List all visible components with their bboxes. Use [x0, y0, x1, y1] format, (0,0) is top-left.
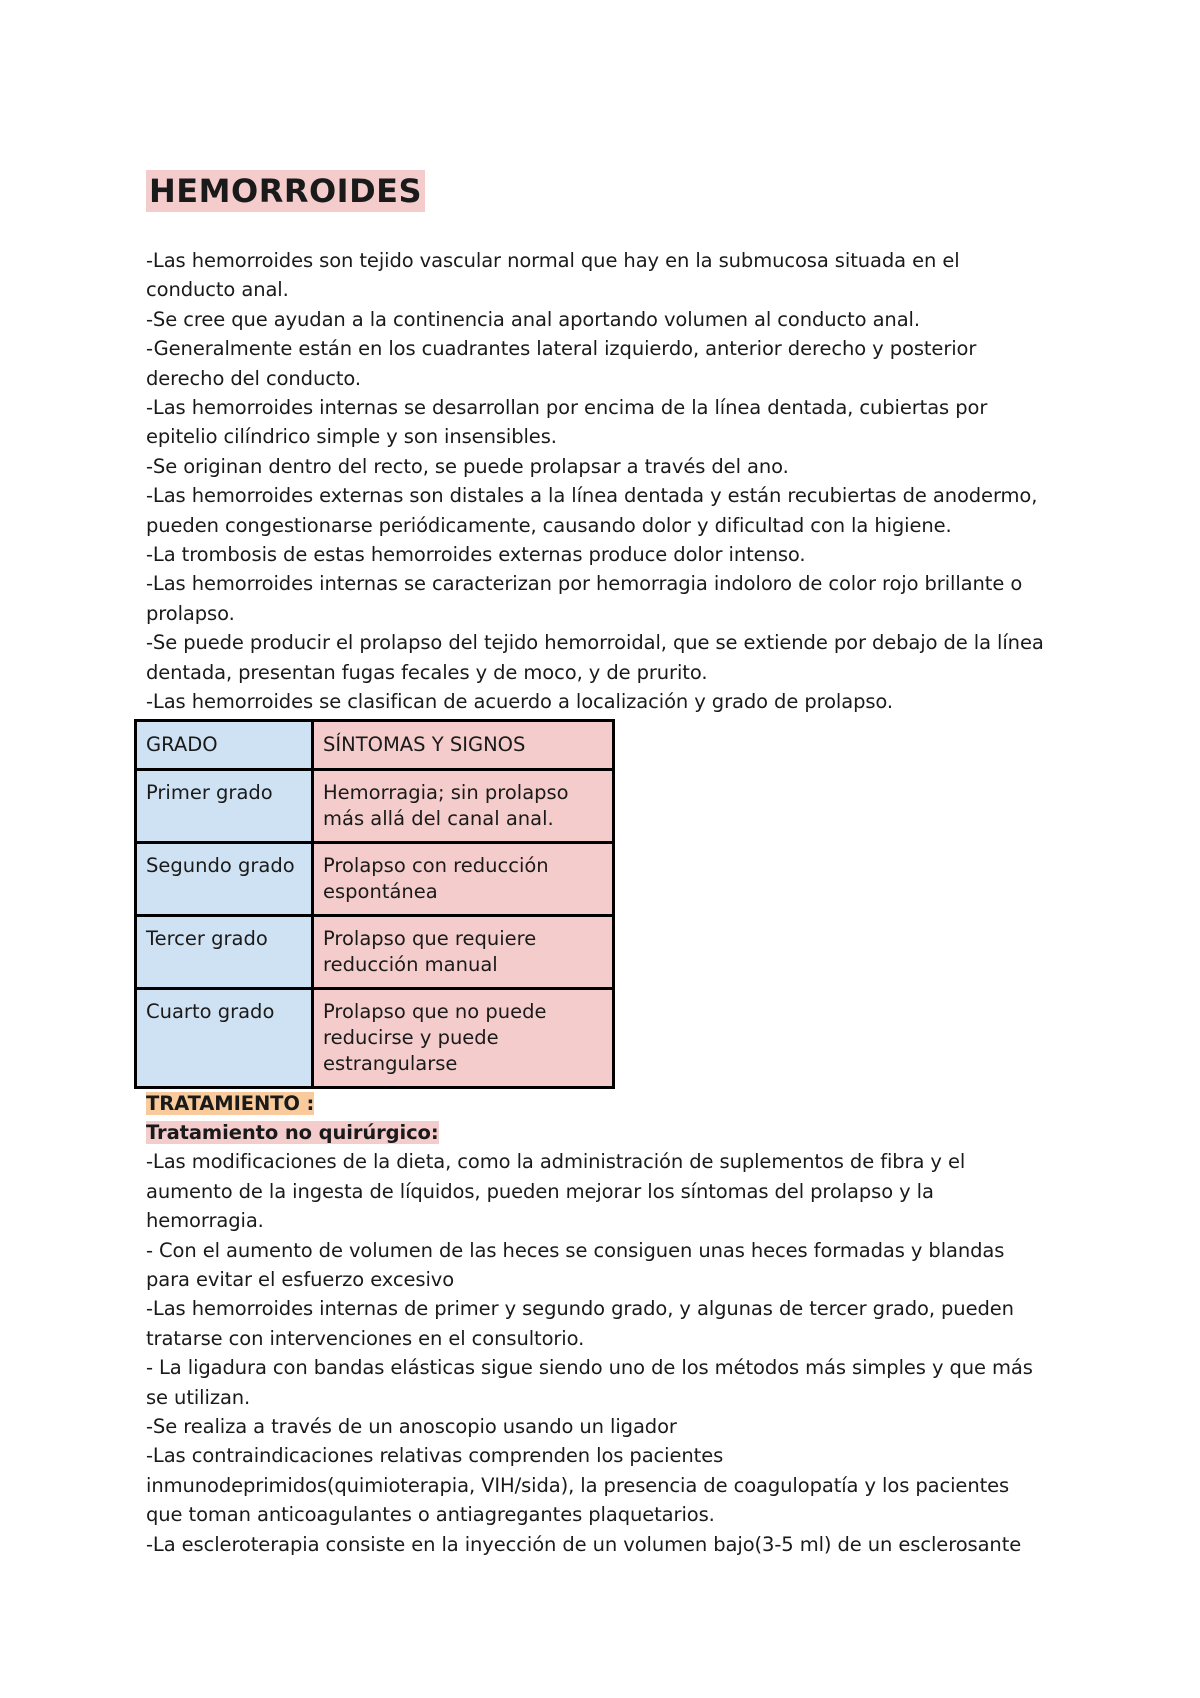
intro-line: conducto anal. [146, 278, 289, 302]
intro-line: epitelio cilíndrico simple y son insensibles. [146, 425, 557, 449]
sintomas-cell: Prolapso que no puede reducirse y puede estrangularse [313, 988, 614, 1087]
grado-cell: Cuarto grado [136, 988, 313, 1087]
treatment-line: para evitar el esfuerzo excesivo [146, 1267, 455, 1291]
treatment-line: - Con el aumento de volumen de las heces se consiguen unas heces formadas y blandas [146, 1238, 1005, 1262]
tratamiento-heading: TRATAMIENTO : [146, 1091, 315, 1115]
table-row [136, 769, 614, 842]
treatment-line: -Las hemorroides internas de primer y segundo grado, y algunas de tercer grado, pueden [146, 1297, 1014, 1321]
treatment-line: tratarse con intervenciones en el consultorio. [146, 1326, 585, 1350]
table-header-row [136, 720, 614, 769]
intro-line: -Las hemorroides externas son distales a la línea dentada y están recubiertas de anodermo, [146, 484, 1038, 508]
tratamiento-heading-line [146, 1089, 1076, 1118]
header-sintomas: SÍNTOMAS Y SIGNOS [313, 720, 614, 769]
grado-cell: Tercer grado [136, 915, 313, 988]
treatment-line: que toman anticoagulantes o antiagregantes plaquetarios. [146, 1503, 715, 1527]
treatment-line: - La ligadura con bandas elásticas sigue siendo uno de los métodos más simples y que más [146, 1356, 1033, 1380]
sintomas-cell: Hemorragia; sin prolapso más allá del canal anal. [313, 769, 614, 842]
no-quirurgico-heading-line [146, 1118, 1076, 1147]
treatment-line: -Se realiza a través de un anoscopio usando un ligador [146, 1414, 677, 1438]
table-row [136, 915, 614, 988]
grades-table [134, 719, 615, 1089]
sintomas-cell: Prolapso que requiere reducción manual [313, 915, 614, 988]
treatment-line: -La escleroterapia consiste en la inyección de un volumen bajo(3-5 ml) de un esclerosante [146, 1532, 1022, 1556]
intro-section [146, 246, 1076, 717]
intro-line: -Generalmente están en los cuadrantes lateral izquierdo, anterior derecho y posterior [146, 337, 977, 361]
document-content [146, 170, 1076, 1559]
intro-line: -Las hemorroides se clasifican de acuerdo a localización y grado de prolapso. [146, 690, 894, 714]
sintomas-cell: Prolapso con reducción espontánea [313, 842, 614, 915]
intro-line: -Las hemorroides son tejido vascular normal que hay en la submucosa situada en el [146, 249, 960, 272]
treatment-line: -Las modificaciones de la dieta, como la administración de suplementos de fibra y el [146, 1150, 966, 1174]
treatment-line: inmunodeprimidos(quimioterapia, VIH/sida), la presencia de coagulopatía y los pacientes [146, 1473, 1010, 1497]
page-title: HEMORROIDES [146, 170, 425, 212]
header-grado: GRADO [136, 720, 313, 769]
grado-cell: Segundo grado [136, 842, 313, 915]
intro-line: -Se puede producir el prolapso del tejido hemorroidal, que se extiende por debajo de la línea [146, 631, 1044, 655]
grado-cell: Primer grado [136, 769, 313, 842]
intro-line: -Se cree que ayudan a la continencia anal aportando volumen al conducto anal. [146, 307, 920, 331]
intro-line: -Se originan dentro del recto, se puede prolapsar a través del ano. [146, 454, 789, 478]
treatment-section [146, 1147, 1076, 1559]
intro-line: -La trombosis de estas hemorroides externas produce dolor intenso. [146, 543, 806, 567]
intro-line: dentada, presentan fugas fecales y de moco, y de prurito. [146, 660, 708, 684]
no-quirurgico-heading: Tratamiento no quirúrgico: [146, 1120, 439, 1144]
treatment-line: hemorragia. [146, 1209, 264, 1233]
table-row [136, 842, 614, 915]
treatment-line: -Las contraindicaciones relativas comprenden los pacientes [146, 1444, 724, 1468]
intro-line: derecho del conducto. [146, 366, 361, 390]
treatment-line: aumento de la ingesta de líquidos, pueden mejorar los síntomas del prolapso y la [146, 1179, 934, 1203]
intro-line: prolapso. [146, 601, 235, 625]
intro-line: pueden congestionarse periódicamente, causando dolor y dificultad con la higiene. [146, 513, 952, 537]
intro-line: -Las hemorroides internas se caracterizan por hemorragia indoloro de color rojo brillante o [146, 572, 1023, 596]
table-row [136, 988, 614, 1087]
intro-line: -Las hemorroides internas se desarrollan por encima de la línea dentada, cubiertas por [146, 396, 988, 420]
treatment-line: se utilizan. [146, 1385, 251, 1409]
